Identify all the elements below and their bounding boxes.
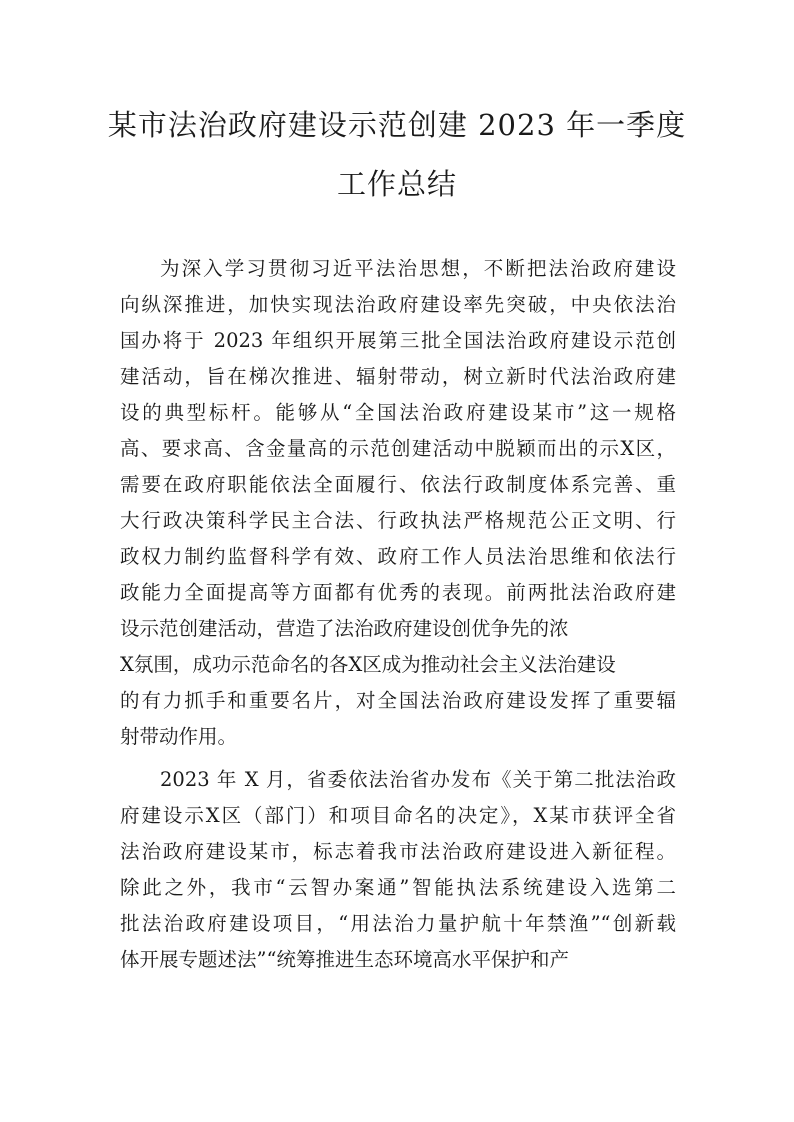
body-text-line: 体开展专题述法”“统筹推进生态环境高水平保护和产: [120, 948, 569, 971]
body-text-line: 2023 年 X 月，省委依法治省办发布《关于第二批法治政: [160, 768, 676, 791]
body-text-line: 国办将于 2023 年组织开展第三批全国法治政府建设示范创: [120, 329, 676, 352]
body-text-line: 设的典型标杆。能够从“全国法治政府建设某市”这一规格: [120, 401, 676, 424]
body-text-line: 政能力全面提高等方面都有优秀的表现。前两批法治政府建: [120, 581, 676, 604]
body-text-line: 为深入学习贯彻习近平法治思想，不断把法治政府建设: [160, 257, 676, 280]
body-text-line: X氛围，成功示范命名的各X区成为推动社会主义法治建设: [120, 653, 616, 676]
body-text-line: 向纵深推进，加快实现法治政府建设率先突破，中央依法治: [120, 293, 676, 316]
body-text-line: 政权力制约监督科学有效、政府工作人员法治思维和依法行: [120, 545, 676, 568]
body-text-line: 设示范创建活动，营造了法治政府建设创优争先的浓: [120, 617, 569, 640]
body-text-line: 高、要求高、含金量高的示范创建活动中脱颖而出的示X区，: [120, 437, 676, 460]
document-title-line-1: 某市法治政府建设示范创建 2023 年一季度: [107, 108, 687, 142]
body-text-line: 射带动作用。: [120, 725, 238, 748]
body-text-line: 大行政决策科学民主合法、行政执法严格规范公正文明、行: [120, 509, 676, 532]
body-text-line: 建活动，旨在梯次推进、辐射带动，树立新时代法治政府建: [120, 365, 676, 388]
document-title-line-2: 工作总结: [336, 167, 457, 201]
body-text-line: 法治政府建设某市，标志着我市法治政府建设进入新征程。: [120, 840, 676, 863]
body-text-line: 除此之外，我市“云智办案通”智能执法系统建设入选第二: [120, 876, 676, 899]
body-text-line: 的有力抓手和重要名片，对全国法治政府建设发挥了重要辐: [120, 689, 676, 712]
body-text-line: 批法治政府建设项目，“用法治力量护航十年禁渔”“创新载: [120, 912, 676, 935]
body-text-line: 需要在政府职能依法全面履行、依法行政制度体系完善、重: [120, 473, 676, 496]
body-text-line: 府建设示X区（部门）和项目命名的决定》，X某市获评全省: [120, 804, 676, 827]
